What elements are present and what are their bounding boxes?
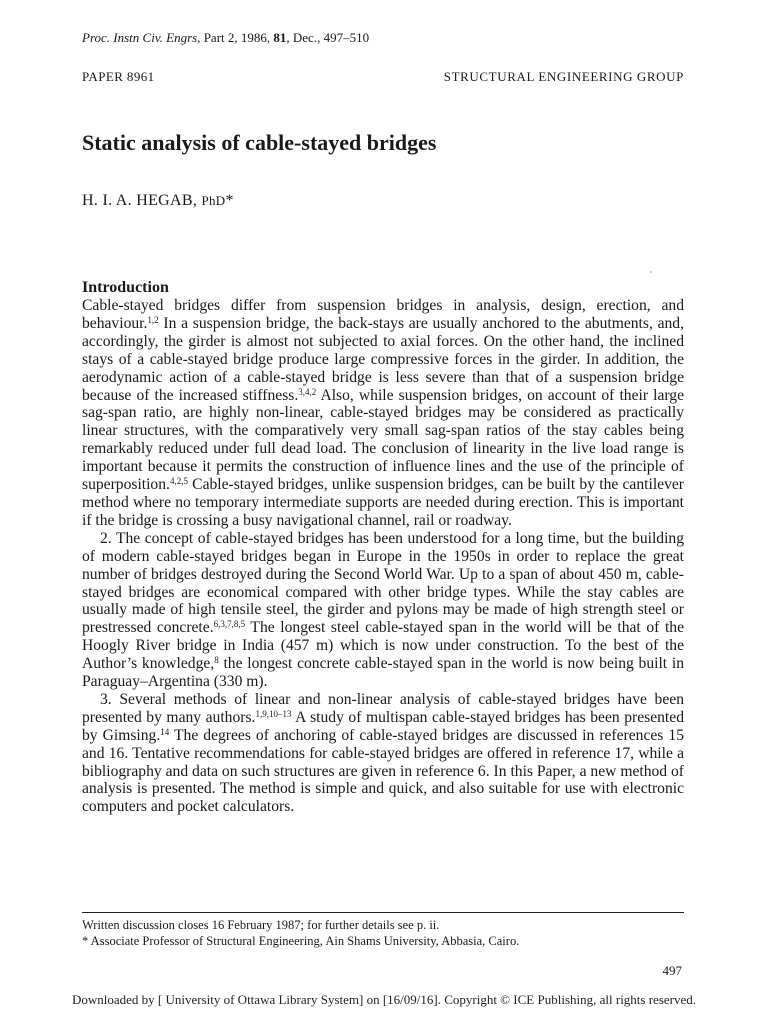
page-number: 497 (662, 963, 682, 978)
footnote-rule (82, 912, 684, 913)
section-heading: Introduction (82, 279, 169, 296)
reference-superscript: 3,4,2 (298, 386, 317, 397)
reference-superscript: 6,3,7,8,5 (213, 619, 246, 630)
para2-text-0: 2. The concept of cable-stayed bridges has been understood for a long time, but the building of modern cable-stayed bridges began in Europe in the 1950s in order to replace the great number of bridges destroyed during the Second World War. Up to a span of about 450 m, cable-stayed bridges are economical compared with other bridge types. While the stay cables are usually made of high tensile steel, the girder and pylons may be made of high strength steel or prestressed concrete. (82, 529, 684, 637)
journal-volume: 81 (273, 30, 287, 45)
journal-citation (82, 30, 369, 46)
para3-text-1: A study of multispan cable-stayed bridges has been presented by Gimsing. (82, 708, 684, 744)
journal-part: Part 2, 1986, (200, 30, 274, 45)
para3-text-2: The degrees of anchoring of cable-stayed bridges are discussed in references 15 and 16. Tentative recommendations for cable-stayed bridges are offered in reference 17, while a bibliography and data on such structures are given in reference 6. In this Paper, a new method of analysis is presented. The method is simple and quick, and also suitable for use with electronic computers and pocket calculators. (82, 726, 684, 816)
group-heading: STRUCTURAL ENGINEERING GROUP (443, 69, 684, 84)
paper-title: Static analysis of cable-stayed bridges (82, 130, 437, 155)
affiliation-note: * Associate Professor of Structural Engineering, Ain Shams University, Abbasia, Cairo. (82, 933, 520, 948)
para1-text-2: Also, while suspension bridges, on account of their large sag-span ratio, are highly non-linear, cable-stayed bridges may be considered as practically linear structures, with the comparatively very small sag-span ratios of the stay cables being remarkably reduced under full dead load. The conclusion of linearity in the live load range is important because it permits the construction of influence lines and the use of the principle of superposition. (82, 386, 684, 494)
reference-superscript: 1,9,10–13 (255, 708, 292, 719)
reference-superscript: 14 (160, 726, 170, 737)
body-text (82, 297, 684, 816)
reference-superscript: 1,2 (147, 314, 159, 325)
reference-superscript: 8 (214, 655, 219, 666)
paragraph-3 (82, 691, 684, 816)
paragraph-1 (82, 297, 684, 530)
discussion-note: Written discussion closes 16 February 1987; for further details see p. ii. (82, 918, 440, 932)
download-notice: Downloaded by [ University of Ottawa Library System] on [16/09/16]. Copyright © ICE Publishing, all rights reserved. (71, 992, 697, 1007)
journal-name: Proc. Instn Civ. Engrs, (82, 30, 201, 45)
para3-text-0: 3. Several methods of linear and non-linear analysis of cable-stayed bridges have been presented by many authors. (82, 690, 684, 726)
para1-text-3: Cable-stayed bridges, unlike suspension bridges, can be built by the cantilever method where no temporary intermediate supports are needed during erection. This is important if the bridge is crossing a busy navigational channel, rail or roadway. (82, 476, 684, 529)
para2-text-2: the longest concrete cable-stayed span in the world is now being built in Paraguay–Argentina (330 m). (82, 655, 684, 691)
reference-superscript: 4,2,5 (169, 476, 188, 487)
paragraph-2 (82, 530, 684, 691)
para2-text-1: The longest steel cable-stayed span in the world will be that of the Hoogly River bridge in India (457 m) which is now under construction. To the best of the Author’s knowledge, (82, 619, 684, 673)
para1-text-0: Cable-stayed bridges differ from suspension bridges in analysis, design, erection, and behaviour. (82, 297, 684, 332)
journal-issue-pages: , Dec., 497–510 (286, 30, 370, 45)
author-degree: PhD (201, 193, 226, 208)
footnotes (82, 918, 684, 949)
author-line (82, 192, 234, 210)
author-name: H. I. A. HEGAB, (82, 192, 202, 209)
scan-speck (650, 271, 652, 273)
author-footnote-mark: * (225, 192, 234, 209)
para1-text-1: In a suspension bridge, the back-stays are usually anchored to the abutments, and, accordingly, the girder is almost not subjected to axial forces. On the other hand, the inclined stays of a cable-stayed bridge produce large compressive forces in the girder. In addition, the aerodynamic action of a cable-stayed bridge is less severe than that of a suspension bridge because of the increased stiffness. (82, 314, 684, 404)
paper-number: PAPER 8961 (82, 69, 155, 84)
